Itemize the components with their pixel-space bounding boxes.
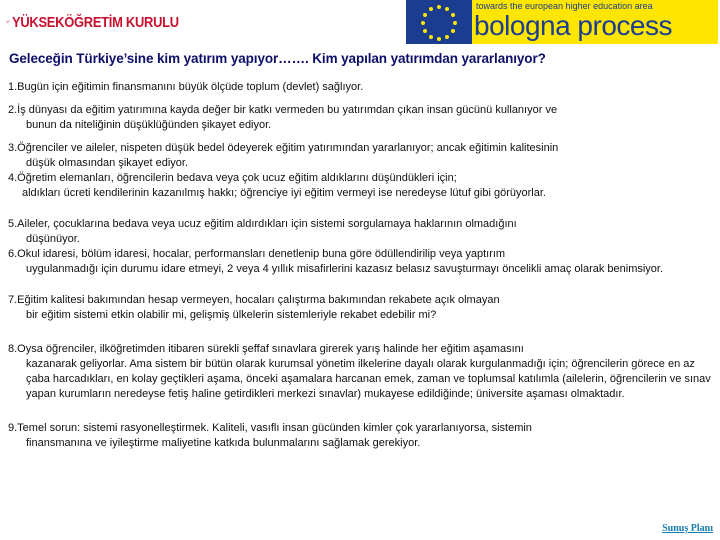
point-1	[8, 80, 714, 95]
presentation-plan-link[interactable]: Sunuş Planı	[662, 523, 713, 534]
point-8-line-1: 8.Oysa öğrenciler, ilköğretimden itibaren sürekli şeffaf sınavlara girerek yarış halinde her eğitim aşamasını	[8, 343, 524, 355]
yok-emblem-icon	[6, 5, 10, 39]
point-8-continuation: kazanarak geliyorlar. Ama sistem bir bütün olarak kurumsal yönetim ilkelerine dayalı olarak kurgulanmadığı için; öğrencilerin görece en az çaba harcadıkları, en kolay geçtikleri aşama, önceki aşamalara harcanan emek, zaman ve toplumsal katılımla (ailelerin, öğrencilerin ve sınav yapan kurumların neredeyse fetiş haline getirdikleri merkezi sınavlar) mukayese edildiğinde; üniversite aşaması olmaktadır.	[26, 358, 711, 400]
point-1-text: 1.Bugün için eğitimin finansmanını büyük ölçüde toplum (devlet) sağlıyor.	[8, 81, 364, 93]
points-list	[8, 80, 714, 451]
point-7-continuation: bir eğitim sistemi etkin olabilir mi, gelişmiş ülkelerin sistemleriyle rekabet edebilir mi?	[26, 309, 437, 321]
point-9-line-1: 9.Temel sorun: sistemi rasyonelleştirmek. Kaliteli, vasıflı insan gücünden kimler çok yararlanıyorsa, sistemin	[8, 422, 532, 434]
yok-logo-text: YÜKSEKÖĞRETİM KURULU	[11, 13, 179, 31]
point-4-line-1: 4.Öğretim elemanları, öğrencilerin bedava veya çok ucuz eğitim aldıklarını düşündükleri için;	[8, 172, 457, 184]
point-9	[8, 421, 714, 451]
page-title: Geleceğin Türkiye’sine kim yatırım yapıyor……. Kim yapılan yatırımdan yararlanıyor?	[9, 51, 546, 66]
point-6-continuation: uygulanmadığı için durumu idare etmeyi, 2 veya 4 yıllık misafirlerini kazasız belasız savuşturmayı öncelikli amaç olarak benimsiyor.	[26, 263, 664, 275]
point-5	[8, 217, 714, 247]
point-4	[8, 171, 714, 201]
point-3-continuation: düşük olmasından şikayet ediyor.	[26, 157, 189, 169]
yok-logo	[6, 2, 206, 42]
bologna-process-logo	[406, 0, 718, 44]
point-6-line-1: 6.Okul idaresi, bölüm idaresi, hocalar, performansları denetlenip buna göre ödüllendirilip veya yaptırım	[8, 248, 506, 260]
point-9-continuation: finansmanına ve iyileştirme maliyetine katkıda bulunmalarını sağlamak gerekiyor.	[26, 437, 421, 449]
point-5-continuation: düşünüyor.	[26, 233, 80, 245]
point-3-line-1: 3.Öğrenciler ve aileler, nispeten düşük bedel ödeyerek eğitim yatırımından yararlanıyor; ancak eğitimin kalitesinin	[8, 142, 559, 154]
bologna-tagline: towards the european higher education area	[476, 1, 653, 11]
bologna-title: bologna process	[474, 10, 672, 41]
point-3	[8, 141, 714, 171]
point-2	[8, 103, 714, 133]
point-2-line-1: 2.İş dünyası da eğitim yatırımına kayda değer bir katkı vermeden bu yatırımdan çıkan insan gücünü kullanıyor ve	[8, 104, 558, 116]
point-2-continuation: bunun da niteliğinin düşüklüğünden şikayet ediyor.	[26, 119, 272, 131]
point-4-continuation: aldıkları ücreti kendilerinin kazanılmış hakkı; öğrenciye iyi eğitim vermeyi ise neredeyse lütuf gibi görüyorlar.	[22, 187, 546, 199]
point-5-line-1: 5.Aileler, çocuklarına bedava veya ucuz eğitim aldırdıkları için sistemi sorgulamaya haklarının olmadığını	[8, 218, 517, 230]
point-7-line-1: 7.Eğitim kalitesi bakımından hesap vermeyen, hocaları çalıştırma bakımından rekabete açık olmayan	[8, 294, 500, 306]
point-6	[8, 247, 714, 277]
point-7	[8, 293, 714, 323]
point-8	[8, 342, 714, 402]
eu-stars-icon	[406, 0, 472, 44]
